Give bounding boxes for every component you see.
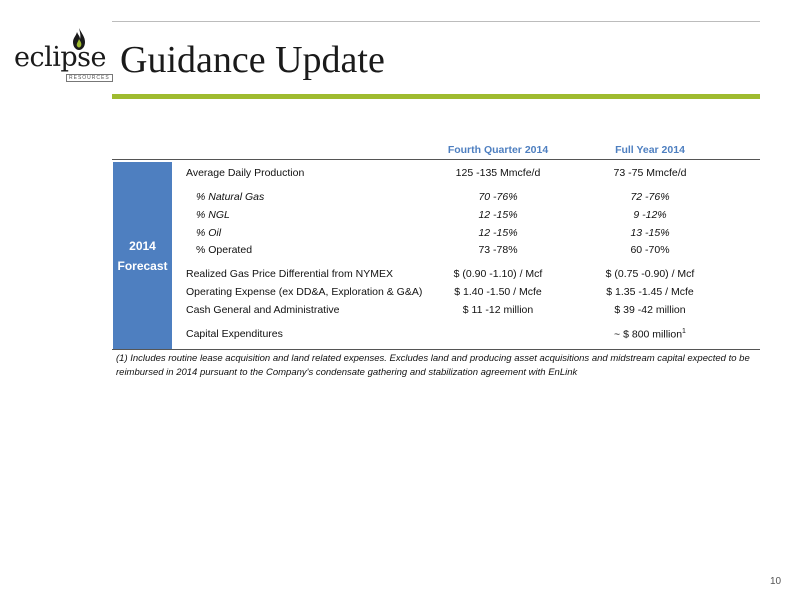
table-row: [112, 209, 760, 223]
q4-value: 70 -76%: [478, 191, 518, 203]
fy-value: 60 -70%: [630, 244, 670, 256]
row-label: Realized Gas Price Differential from NYMEX: [186, 268, 393, 280]
page-number: 10: [770, 576, 782, 587]
footnote: (1) Includes routine lease acquisition and land related expenses. Excludes land and producing asset acquisitions and midstream capital expected to be reimbursed in 2014 pursuant to the Company's condensate gathering and stabilization agreement with EnLink: [116, 353, 750, 378]
forecast-word: Forecast: [117, 258, 168, 273]
table-row: [112, 328, 760, 342]
table-row: [112, 304, 760, 318]
fy-value: $ 1.35 -1.45 / Mcfe: [606, 286, 694, 298]
q4-value: $ 1.40 -1.50 / Mcfe: [454, 286, 542, 298]
row-label: Operating Expense (ex DD&A, Exploration & G&A): [186, 286, 423, 298]
eclipse-logo: [14, 28, 110, 84]
row-label: % Operated: [196, 244, 253, 256]
table-row: [112, 286, 760, 300]
fy-value: $ (0.75 -0.90) / Mcf: [605, 268, 695, 280]
q4-value: 12 -15%: [478, 227, 518, 239]
fy-value: 72 -76%: [630, 191, 670, 203]
table-bottom-divider: [112, 349, 760, 350]
table-row: [112, 167, 760, 181]
header-top-rule: [112, 21, 760, 22]
fy-value: 13 -15%: [630, 227, 670, 239]
page-title: Guidance Update: [120, 39, 385, 81]
q4-value: $ (0.90 -1.10) / Mcf: [453, 268, 543, 280]
header-divider: [112, 159, 760, 160]
table-row: [112, 227, 760, 241]
fy-value: 73 -75 Mmcfe/d: [613, 167, 687, 179]
table-row: [112, 268, 760, 282]
header-accent-rule: [112, 94, 760, 99]
row-label: Average Daily Production: [186, 167, 305, 179]
table-row: [112, 191, 760, 205]
column-header-q4: Fourth Quarter 2014: [447, 144, 549, 156]
row-label: % Oil: [196, 227, 222, 239]
q4-value: $ 11 -12 million: [462, 304, 534, 316]
fy-value: 9 -12%: [633, 209, 667, 221]
footnote-marker: 1: [682, 328, 686, 335]
fy-value-text: ~ $ 800 million: [614, 328, 683, 341]
table-row: [112, 244, 760, 258]
logo-text: eclipse: [14, 42, 106, 73]
row-label: % NGL: [196, 209, 230, 221]
q4-value: 12 -15%: [478, 209, 518, 221]
row-label: Cash General and Administrative: [186, 304, 340, 316]
fy-value: [580, 328, 720, 341]
q4-value: 73 -78%: [478, 244, 518, 256]
row-label: % Natural Gas: [196, 191, 265, 203]
fy-value: $ 39 -42 million: [614, 304, 686, 316]
forecast-year: 2014: [129, 238, 156, 253]
row-label: Capital Expenditures: [186, 328, 283, 340]
q4-value: 125 -135 Mmcfe/d: [455, 167, 541, 179]
column-header-fy: Full Year 2014: [615, 144, 685, 156]
logo-subtext: RESOURCES: [66, 74, 113, 82]
